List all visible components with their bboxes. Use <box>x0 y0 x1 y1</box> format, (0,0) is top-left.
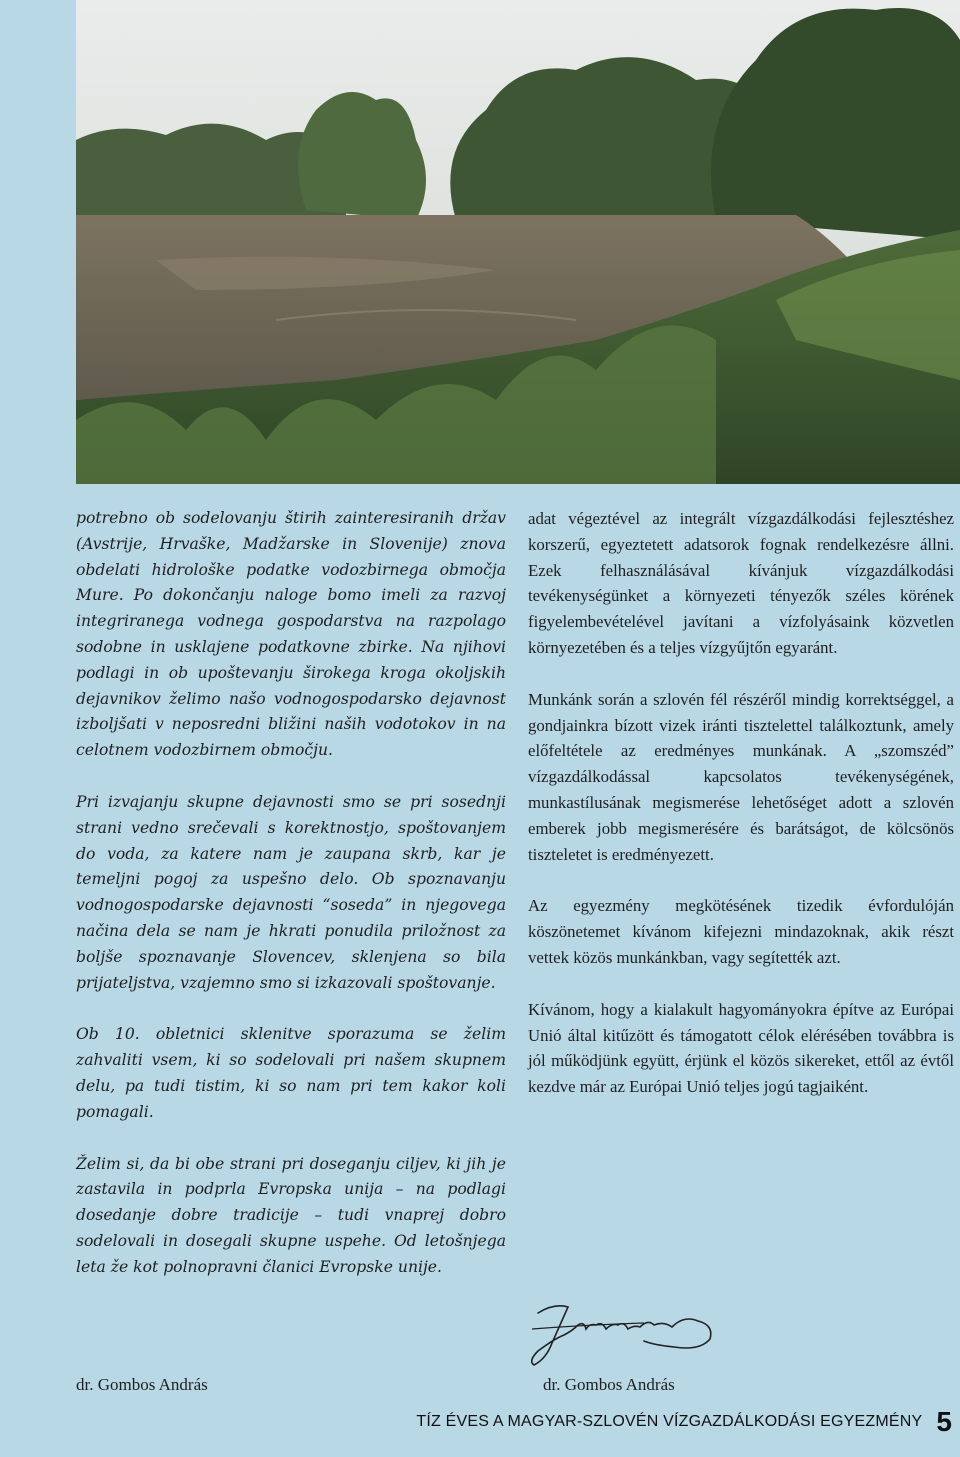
paragraph: Munkánk során a szlovén fél részéről mindig korrektséggel, a gondjainkra bízott vizek iránti tisztelettel találkoztunk, amely előfeltétele az eredményes munkának. A „szomszéd” vízgazdálkodással kapcsolatos tevékenységének, munkastílusának megismerése lehetőséget adott a szlovén emberek jobb megismerésére és barátságot, de kölcsönös tiszteletet is eredményezett. <box>528 689 954 864</box>
paragraph: Az egyezmény megkötésének tizedik évfordulóján köszönetemet kívánom kifejezni mindazoknak, akik részt vettek közös munkánkban, vagy segítették azt. <box>528 896 954 967</box>
river-landscape-photo <box>76 0 960 484</box>
paragraph: Pri izvajanju skupne dejavnosti smo se pri sosednji strani vedno srečevali s korektnostjo, spoštovanjem do voda, za katere nam je zaupana skrb, kar je temeljni pogoj za uspešno delo. Ob spoznavanju vodnogospodarske dejavnosti “soseda” in njegovega načina dela se nam je hkrati ponudila priložnost za boljše spoznavanje Slovencev, sklenjena so bila prijateljstva, vzajemno smo si izkazovali spoštovanje. <box>76 792 506 992</box>
handwritten-signature <box>524 1295 724 1377</box>
paragraph: Ob 10. obletnici sklenitve sporazuma se želim zahvaliti vsem, ki so sodelovali pri našem skupnem delu, pa tudi tistim, ki so nam pri tem kakor koli pomagali. <box>76 1025 506 1121</box>
slovenian-text-column <box>76 506 506 1307</box>
paragraph: adat végeztével az integrált vízgazdálkodási fejlesztéshez korszerű, egyeztetett adatsorok fognak rendelkezésre állni. Ezek felhasználásával kívánjuk vízgazdálkodási tevékenységünket a környezeti tényezők széles körének figyelembevételével javítani a vízfolyásaink közvetlen környezetében és a teljes vízgyűjtőn egyaránt. <box>528 509 954 657</box>
signature-name-left: dr. Gombos András <box>76 1375 208 1394</box>
hungarian-text-column <box>528 506 954 1126</box>
signature-name-right: dr. Gombos András <box>543 1375 675 1394</box>
paragraph: Želim si, da bi obe strani pri doseganju ciljev, ki jih je zastavila in podprla Evropska unija – na podlagi dosedanje dobre tradicije – tudi vnaprej dobro sodelovali in dosegali skupne uspehe. Od letošnjega leta že kot polnopravni članici Evropske unije. <box>76 1154 506 1276</box>
paragraph: potrebno ob sodelovanju štirih zainteresiranih držav (Avstrije, Hrvaške, Madžarske in Slovenije) znova obdelati hidrološke podatke vodozbirnega območja Mure. Po dokončanju naloge bomo imeli za razvoj integriranega vodnega gospodarstva na razpolago sodobne in usklajene podatkovne zbirke. Na njihovi podlagi in ob upoštevanju širokega kroga okoljskih dejavnikov želimo našo vodnogospodarsko dejavnost izboljšati v neposredni bližini naših vodotokov in na celotnem vodozbirnem območju. <box>76 509 506 760</box>
page-footer <box>416 1406 952 1438</box>
paragraph: Kívánom, hogy a kialakult hagyományokra építve az Európai Unió által kitűzött és támogatott célok elérésében továbbra is jól működjünk együtt, érjünk el közös sikereket, ettől az évtől kezdve már az Európai Unió teljes jogú tagjaiként. <box>528 999 954 1097</box>
publication-title: TÍZ ÉVES A MAGYAR-SZLOVÉN VÍZGAZDÁLKODÁSI EGYEZMÉNY <box>416 1413 923 1430</box>
page-number: 5 <box>936 1406 952 1437</box>
